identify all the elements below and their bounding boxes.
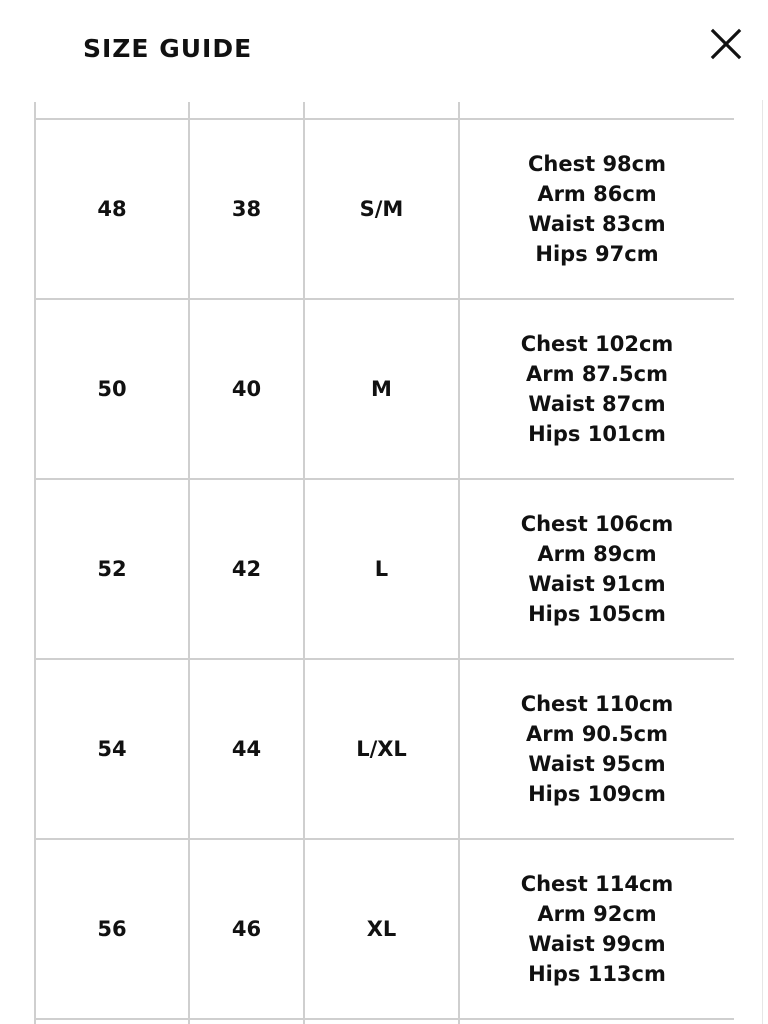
table-cell bbox=[189, 102, 304, 119]
size-label-cell: XL bbox=[304, 839, 459, 1019]
eu-size-cell: 48 bbox=[35, 119, 189, 299]
table-row bbox=[35, 119, 734, 299]
measurement-line: Hips 113cm bbox=[528, 962, 666, 986]
size-label-cell: L/XL bbox=[304, 659, 459, 839]
measurement-line: Waist 99cm bbox=[528, 932, 666, 956]
measurement-line: Arm 92cm bbox=[537, 902, 657, 926]
uk-size-cell: 40 bbox=[189, 299, 304, 479]
table-row bbox=[35, 299, 734, 479]
table-row bbox=[35, 839, 734, 1019]
measurement-line: Arm 89cm bbox=[537, 542, 657, 566]
measurement-line: Hips 97cm bbox=[535, 242, 659, 266]
measurement-line: Arm 87.5cm bbox=[526, 362, 668, 386]
measurements-cell bbox=[459, 119, 734, 299]
measurements-cell bbox=[459, 839, 734, 1019]
measurement-line: Waist 91cm bbox=[528, 572, 666, 596]
size-table-body bbox=[35, 102, 734, 1024]
close-button[interactable] bbox=[704, 22, 748, 66]
table-cell bbox=[35, 1019, 189, 1024]
table-cell bbox=[459, 102, 734, 119]
table-row bbox=[35, 479, 734, 659]
measurement-line: Chest 106cm bbox=[520, 512, 674, 536]
measurement-line: Chest 114cm bbox=[520, 872, 674, 896]
scroll-edge-divider bbox=[762, 0, 763, 1024]
eu-size-cell: 52 bbox=[35, 479, 189, 659]
table-row-partial-top bbox=[35, 102, 734, 119]
uk-size-cell: 44 bbox=[189, 659, 304, 839]
measurement-line: Waist 83cm bbox=[528, 212, 666, 236]
size-table-scroll-area[interactable] bbox=[34, 102, 734, 1024]
table-cell bbox=[35, 102, 189, 119]
measurement-line: Hips 101cm bbox=[528, 422, 666, 446]
size-table bbox=[34, 102, 734, 1024]
measurement-line: Hips 109cm bbox=[528, 782, 666, 806]
measurement-line: Waist 95cm bbox=[528, 752, 666, 776]
uk-size-cell: 46 bbox=[189, 839, 304, 1019]
measurement-line: Chest 110cm bbox=[520, 692, 674, 716]
table-cell bbox=[459, 1019, 734, 1024]
eu-size-cell: 56 bbox=[35, 839, 189, 1019]
table-cell bbox=[189, 1019, 304, 1024]
measurements-cell bbox=[459, 659, 734, 839]
table-row bbox=[35, 659, 734, 839]
eu-size-cell: 50 bbox=[35, 299, 189, 479]
eu-size-cell: 54 bbox=[35, 659, 189, 839]
measurement-line: Arm 90.5cm bbox=[526, 722, 668, 746]
measurement-line: Arm 86cm bbox=[537, 182, 657, 206]
table-cell bbox=[304, 1019, 459, 1024]
measurement-line: Waist 87cm bbox=[528, 392, 666, 416]
measurement-line: Chest 98cm bbox=[527, 152, 666, 176]
measurement-line: Chest 102cm bbox=[520, 332, 674, 356]
size-label-cell: M bbox=[304, 299, 459, 479]
page-title: SIZE GUIDE bbox=[83, 34, 253, 63]
measurements-cell bbox=[459, 479, 734, 659]
size-label-cell: L bbox=[304, 479, 459, 659]
size-label-cell: S/M bbox=[304, 119, 459, 299]
table-cell bbox=[304, 102, 459, 119]
uk-size-cell: 42 bbox=[189, 479, 304, 659]
close-icon bbox=[704, 22, 748, 66]
measurement-line: Hips 105cm bbox=[528, 602, 666, 626]
uk-size-cell: 38 bbox=[189, 119, 304, 299]
table-row-partial-bottom bbox=[35, 1019, 734, 1024]
size-guide-header bbox=[0, 0, 768, 100]
measurements-cell bbox=[459, 299, 734, 479]
